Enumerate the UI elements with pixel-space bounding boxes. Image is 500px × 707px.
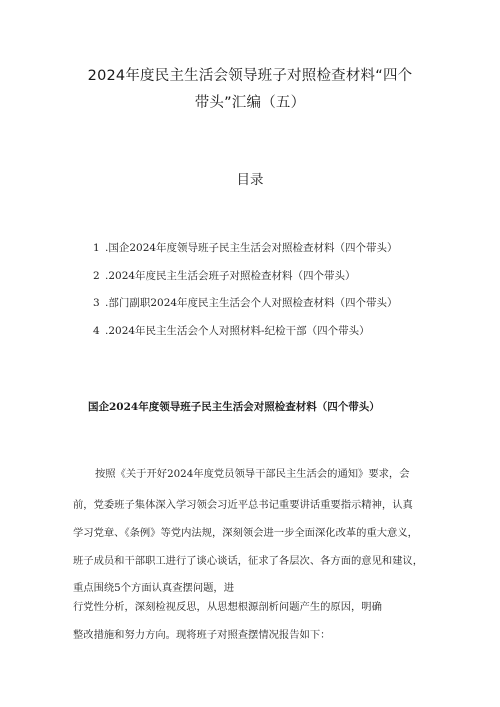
body-text-line-5: 重点围绕5个方面认真查摆问题，进 [73,582,235,594]
toc-heading: 目录 [236,172,264,188]
toc-item-4[interactable] [93,323,398,351]
toc-item-text: .部门副职2024年度民主生活会个人对照检查材料（四个带头） [105,297,398,309]
body-text-line-3: 学习党章、《条例》等党内法规，深刻领会进一步全面深化改革的重大意义， [73,527,418,539]
toc-item-2[interactable] [93,268,398,296]
table-of-contents [93,240,398,350]
body-text-line-1: 按照《关于开好2024年度党员领导干部民主生活会的通知》要求，会 [95,468,410,480]
body-text-line-6: 行党性分析，深刻检视反思，从思想根源剖析问题产生的原因，明确 [73,601,382,613]
toc-item-1[interactable] [93,240,398,268]
section-title: 国企2024年度领导班子民主生活会对照检查材料（四个带头） [88,401,380,413]
toc-item-number: 2 [93,269,100,282]
toc-item-3[interactable] [93,295,398,323]
document-title-line-2: 带头”汇编（五） [194,95,306,111]
toc-item-text: .2024年度民主生活会班子对照检查材料（四个带头） [105,269,356,282]
body-text-line-4: 班子成员和干部职工进行了谈心谈话，征求了各层次、各方面的意见和建议， [73,555,424,567]
body-text-line-7: 整改措施和努力方向。现将班子对照查摆情况报告如下： [73,629,331,641]
toc-item-text: .2024年民主生活会个人对照材料-纪检干部（四个带头） [105,324,370,337]
toc-item-number: 3 [93,297,100,309]
toc-item-text: .国企2024年度领导班子民主生活会对照检查材料（四个带头） [105,242,398,254]
document-title-line-1: 2024年度民主生活会领导班子对照检查材料“四个 [87,68,413,84]
body-text-line-2: 前，党委班子集体深入学习领会习近平总书记重要讲话重要指示精神，认真 [73,499,413,511]
toc-item-number: 4 [93,324,100,337]
toc-item-number: 1 [93,242,100,254]
